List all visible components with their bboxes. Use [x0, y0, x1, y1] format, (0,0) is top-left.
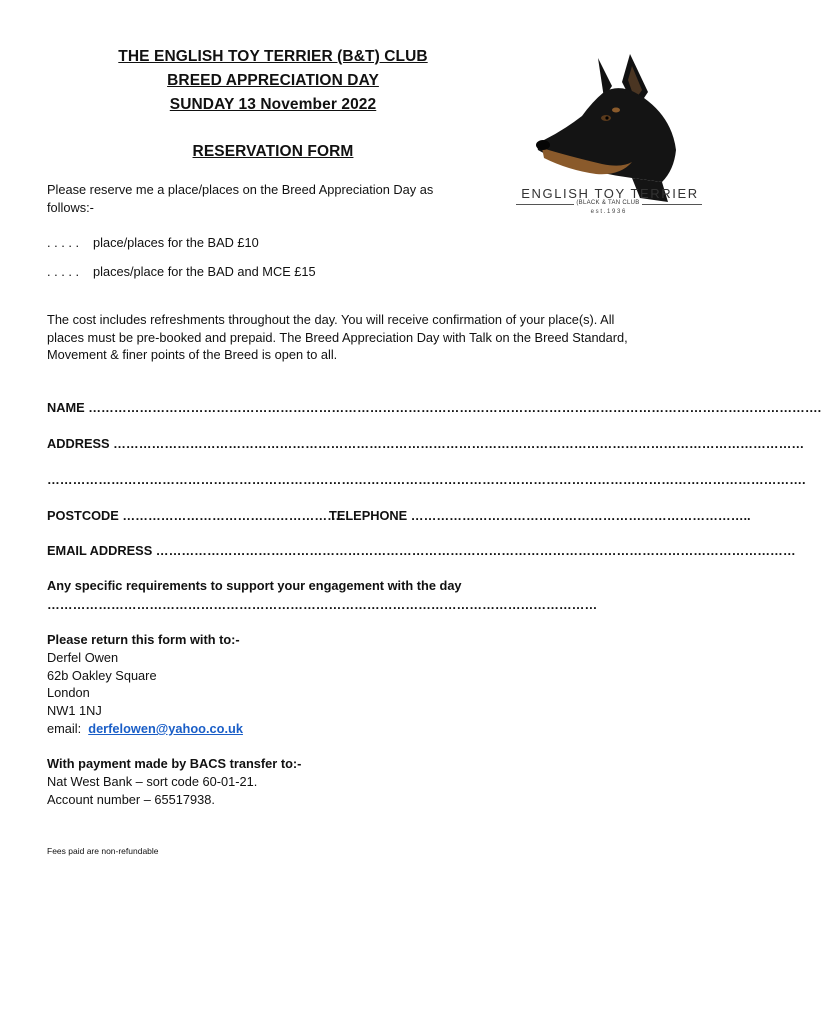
logo-est: e s t . 1 9 3 6 [590, 209, 626, 215]
logo-name: ENGLISH TOY TERRIER [521, 186, 699, 201]
intro-line-1: Please reserve me a place/places on the Breed Appreciation Day as [47, 182, 434, 197]
option-1-dots[interactable]: . . . . . [47, 235, 79, 250]
name-field[interactable]: NAME ………………………………………………………………………………………………………………………………………………………. [47, 400, 821, 415]
return-email-row [47, 720, 243, 738]
payment-heading: With payment made by BACS transfer to:- [47, 756, 302, 771]
return-email-link[interactable]: derfelowen@yahoo.co.uk [88, 721, 243, 736]
club-title: THE ENGLISH TOY TERRIER (B&T) CLUB [118, 48, 428, 65]
event-title: BREED APPRECIATION DAY [167, 72, 379, 89]
logo-rule-right [642, 204, 702, 205]
postcode-field[interactable]: POSTCODE ……………………………………………. [47, 508, 344, 523]
address-field-line-2[interactable]: ……………………………………………………………………………………………………………………………………………………………. [47, 472, 806, 487]
return-street: 62b Oakley Square [47, 668, 157, 683]
option-2-label: places/place for the BAD and MCE £15 [93, 264, 316, 279]
requirements-label: Any specific requirements to support your engagement with the day [47, 578, 462, 593]
fees-note: Fees paid are non-refundable [47, 846, 159, 856]
payment-bank: Nat West Bank – sort code 60-01-21. [47, 774, 258, 789]
return-city: London [47, 685, 90, 700]
address-field[interactable]: ADDRESS ……………………………………………………………………………………………………………………………………………… [47, 436, 805, 451]
logo-sub: (BLACK & TAN CLUB [576, 200, 640, 206]
logo-rule-left [516, 204, 574, 205]
info-line-2: places must be pre-booked and prepaid. The Breed Appreciation Day with Talk on the Breed Standard, [47, 330, 628, 345]
return-name: Derfel Owen [47, 650, 119, 665]
event-date: SUNDAY 13 November 2022 [169, 96, 377, 113]
info-line-3: Movement & finer points of the Breed is open to all. [47, 347, 338, 362]
intro-line-2: follows:- [47, 200, 94, 215]
return-heading: Please return this form with to:- [47, 632, 240, 647]
payment-account: Account number – 65517938. [47, 792, 215, 807]
option-1-label: place/places for the BAD £10 [93, 235, 259, 250]
option-2-dots[interactable]: . . . . . [47, 264, 79, 279]
return-postcode: NW1 1NJ [47, 703, 102, 718]
email-field[interactable]: EMAIL ADDRESS …………………………………………………………………………………………………………………………………… [47, 543, 796, 558]
return-email-label: email: [47, 721, 89, 736]
form-title: RESERVATION FORM [192, 143, 354, 160]
info-line-1: The cost includes refreshments throughout the day. You will receive confirmation of your place(s). All [47, 312, 615, 327]
telephone-field[interactable]: TELEPHONE …………………………………………………………………….. [329, 508, 751, 523]
requirements-field[interactable]: ………………………………………………………………………………………………………………… [47, 597, 598, 612]
